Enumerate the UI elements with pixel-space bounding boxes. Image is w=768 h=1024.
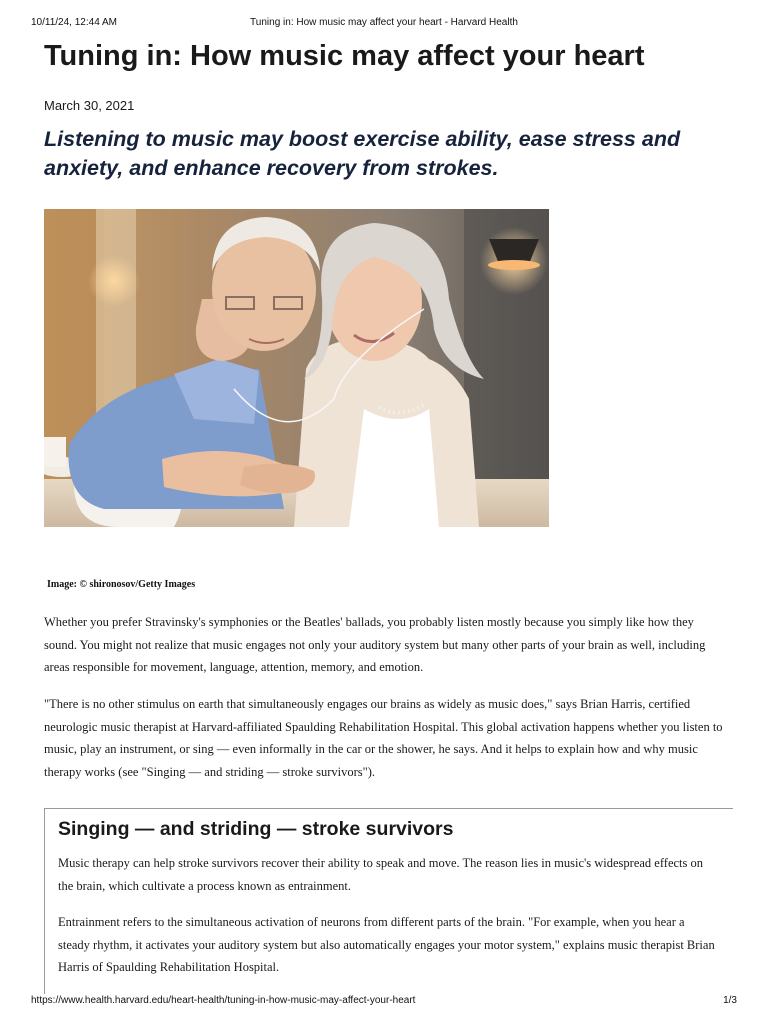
sidebar-callout <box>44 808 733 994</box>
publication-date: March 30, 2021 <box>44 98 135 113</box>
sidebar-paragraph: Music therapy can help stroke survivors recover their ability to speak and move. The reason lies in music's widespread effects on the brain, which cultivate a process known as entrainment. <box>58 856 704 893</box>
article-headline: Tuning in: How music may affect your heart <box>44 40 645 72</box>
hero-photo <box>44 209 549 527</box>
photo-illustration <box>44 209 549 527</box>
page-url: https://www.health.harvard.edu/heart-health/tuning-in-how-music-may-affect-your-heart <box>31 995 416 1006</box>
print-header <box>0 17 768 31</box>
page-number: 1/3 <box>723 995 737 1006</box>
print-timestamp: 10/11/24, 12:44 AM <box>31 17 117 28</box>
article-dek: Listening to music may boost exercise ability, ease stress and anxiety, and enhance recovery from strokes. <box>44 127 681 180</box>
body-paragraph: "There is no other stimulus on earth that simultaneously engages our brains as widely as music does," says Brian Harris, certified neurologic music therapist at Harvard-affiliated Spaulding Rehabilitation Hospital. This global activation happens whether you listen to music, play an instrument, or sing — even informally in the car or the shower, he says. And it helps to explain how and why music therapy works (see "Singing — and striding — stroke survivors"). <box>44 697 723 779</box>
sidebar-paragraph: Entrainment refers to the simultaneous activation of neurons from different parts of the brain. "For example, when you hear a steady rhythm, it activates your auditory system but also automatically engages your motor system," explains music therapist Brian Harris of Spaulding Rehabilitation Hospital. <box>58 915 715 974</box>
print-document-title: Tuning in: How music may affect your heart - Harvard Health <box>250 17 518 28</box>
sidebar-heading: Singing — and striding — stroke survivors <box>58 818 454 840</box>
body-paragraph: Whether you prefer Stravinsky's symphonies or the Beatles' ballads, you probably listen mostly because you simply like how they sound. You might not realize that music engages not only your auditory system but many other parts of your brain as well, including areas responsible for movement, language, attention, memory, and emotion. <box>44 615 706 674</box>
print-footer <box>0 995 768 1009</box>
image-caption: Image: © shironosov/Getty Images <box>47 579 196 590</box>
